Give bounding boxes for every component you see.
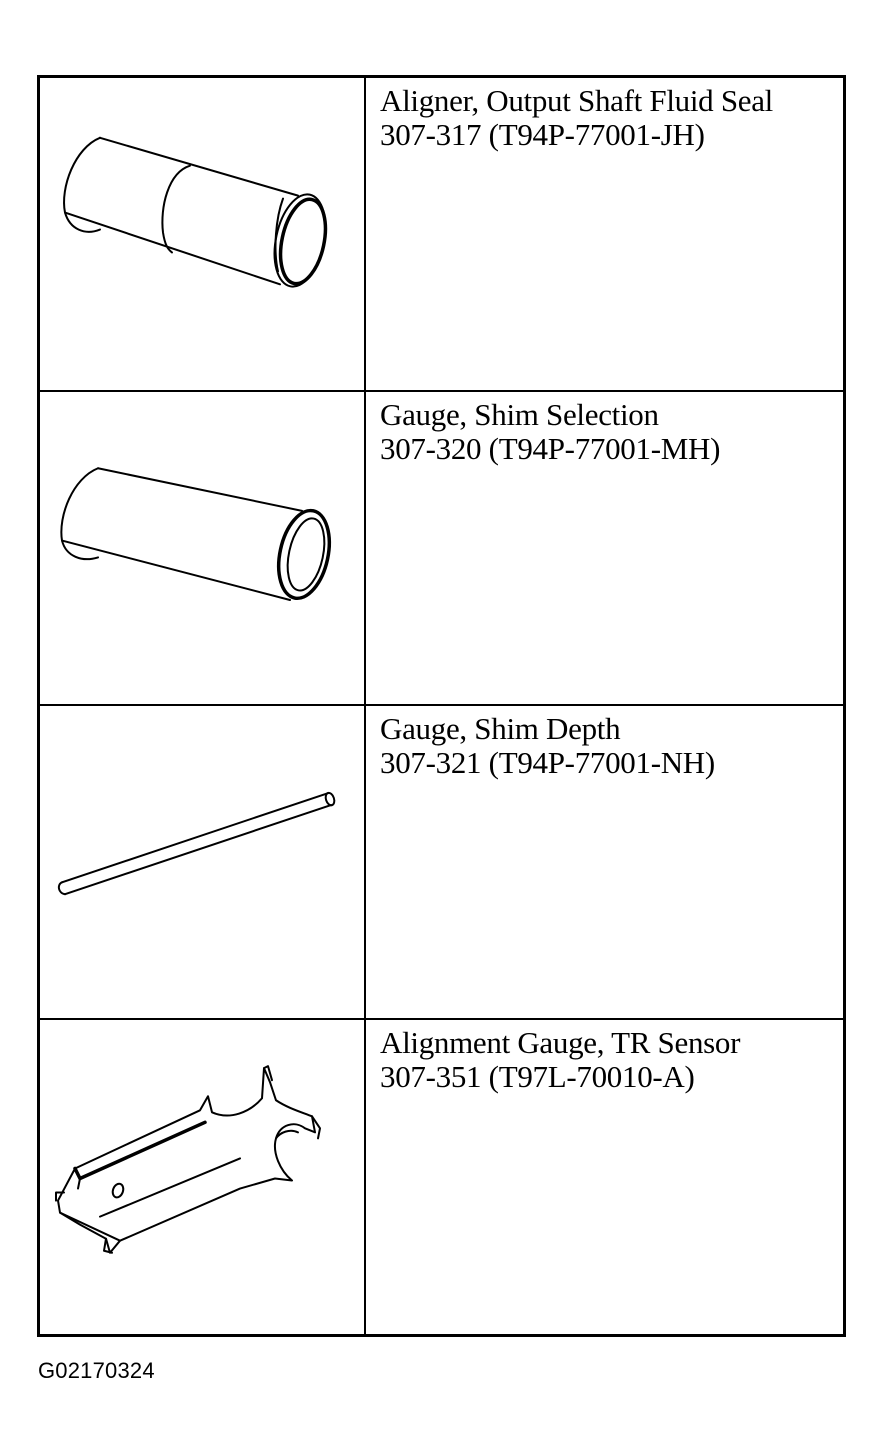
tool-number: 307-317 (T94P-77001-JH)	[380, 117, 705, 152]
tool-image-cell	[40, 1020, 366, 1334]
tool-number: 307-320 (T94P-77001-MH)	[380, 431, 721, 466]
tool-image-cell	[40, 78, 366, 392]
tool-description-cell	[366, 78, 843, 392]
tool-name: Aligner, Output Shaft Fluid Seal	[380, 83, 773, 118]
rod-gauge-icon	[40, 706, 364, 1018]
cylinder-aligner-icon	[40, 78, 364, 390]
tool-name: Alignment Gauge, TR Sensor	[380, 1025, 741, 1060]
tool-name: Gauge, Shim Selection	[380, 397, 659, 432]
tool-description-cell	[366, 1020, 843, 1334]
tool-description-cell	[366, 392, 843, 706]
tool-name: Gauge, Shim Depth	[380, 711, 621, 746]
figure-id: G02170324	[38, 1358, 155, 1383]
tool-description-cell	[366, 706, 843, 1020]
tool-number: 307-321 (T94P-77001-NH)	[380, 745, 715, 780]
special-tools-table	[37, 75, 846, 1337]
tool-number: 307-351 (T97L-70010-A)	[380, 1059, 695, 1094]
tube-gauge-icon	[40, 392, 364, 704]
bracket-gauge-icon	[40, 1020, 364, 1334]
tool-image-cell	[40, 392, 366, 706]
tool-image-cell	[40, 706, 366, 1020]
